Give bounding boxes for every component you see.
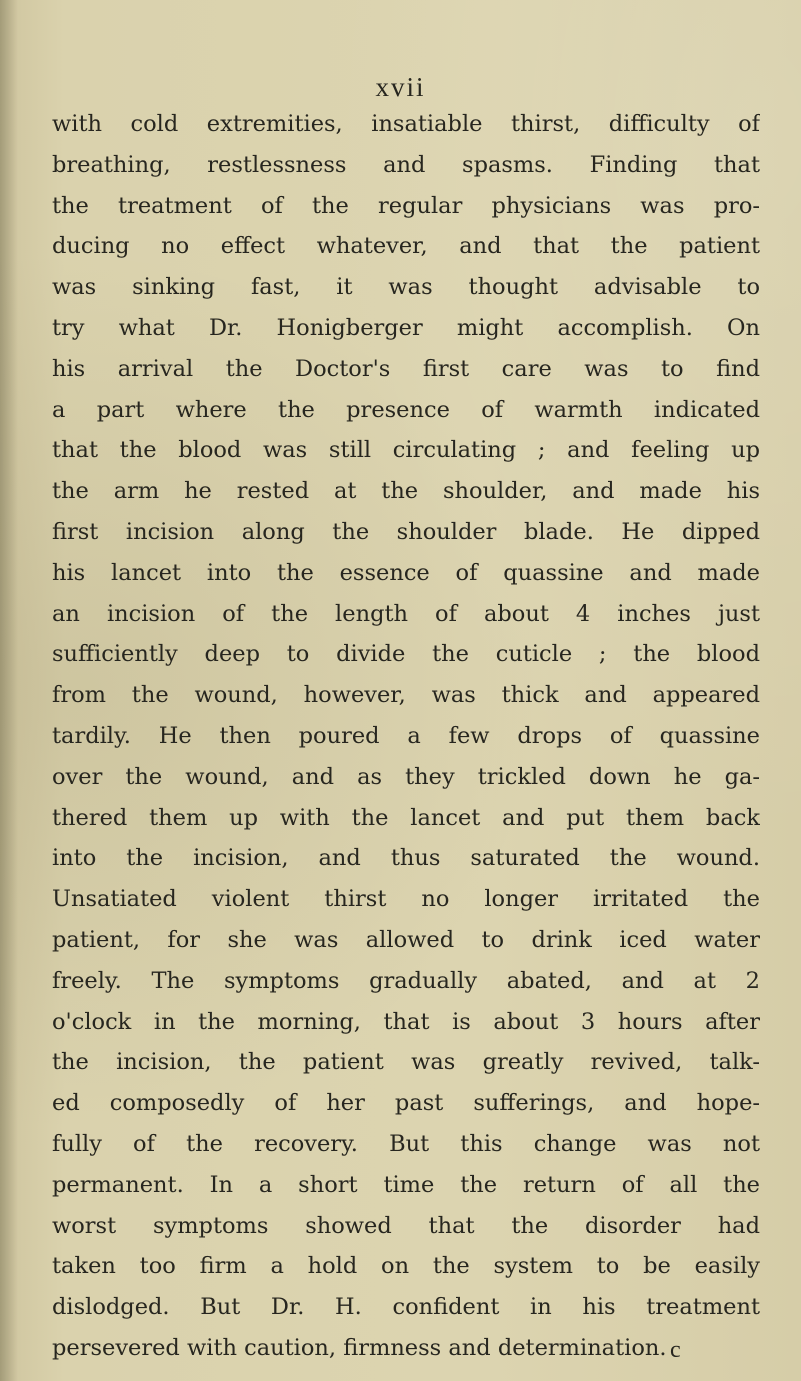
text-line: dislodged. But Dr. H. confident in his treatment — [52, 1294, 760, 1321]
text-line: an incision of the length of about 4 inches just — [52, 600, 760, 627]
text-line: taken too firm a hold on the system to be easily — [52, 1253, 760, 1280]
text-line: o'clock in the morning, that is about 3 hours after — [52, 1008, 760, 1035]
text-line: ducing no effect whatever, and that the patient — [52, 233, 760, 260]
text-line: freely. The symptoms gradually abated, and at 2 — [52, 967, 760, 994]
text-line: permanent. In a short time the return of all the — [52, 1171, 760, 1198]
text-line: a part where the presence of warmth indicated — [52, 396, 760, 423]
text-line: the treatment of the regular physicians was pro- — [52, 192, 760, 219]
text-line: into the incision, and thus saturated the wound. — [52, 845, 760, 872]
text-line: Unsatiated violent thirst no longer irritated the — [52, 886, 760, 913]
text-line: with cold extremities, insatiable thirst, difficulty of — [52, 111, 760, 137]
text-line: worst symptoms showed that the disorder had — [52, 1212, 760, 1239]
text-line: tardily. He then poured a few drops of quassine — [52, 722, 760, 749]
text-line: the incision, the patient was greatly revived, talk- — [52, 1049, 760, 1076]
text-line: try what Dr. Honigberger might accomplish. On — [52, 314, 760, 341]
text-line: the arm he rested at the shoulder, and made his — [52, 478, 760, 505]
text-line: from the wound, however, was thick and appeared — [52, 682, 760, 709]
text-line: his lancet into the essence of quassine and made — [52, 559, 760, 586]
text-line: breathing, restlessness and spasms. Finding that — [52, 151, 760, 178]
text-line: thered them up with the lancet and put them back — [52, 804, 760, 831]
text-line: his arrival the Doctor's first care was to find — [52, 355, 760, 382]
signature-mark: c — [670, 1337, 681, 1363]
page-gutter-shadow — [0, 0, 18, 1381]
text-line: over the wound, and as they trickled down he ga- — [52, 763, 760, 790]
text-line: patient, for she was allowed to drink iced water — [52, 926, 760, 953]
text-line: ed composedly of her past sufferings, and hope- — [52, 1090, 760, 1117]
body-paragraph — [52, 104, 760, 1369]
text-line: persevered with caution, firmness and determination. — [52, 1334, 667, 1361]
text-line: fully of the recovery. But this change was not — [52, 1130, 760, 1157]
text-line: was sinking fast, it was thought advisable to — [52, 274, 760, 301]
text-line: that the blood was still circulating ; and feeling up — [52, 437, 760, 464]
text-line: sufficiently deep to divide the cuticle ; the blood — [52, 641, 760, 668]
page-number: xvii — [375, 72, 426, 102]
text-line: first incision along the shoulder blade. He dipped — [52, 518, 760, 545]
